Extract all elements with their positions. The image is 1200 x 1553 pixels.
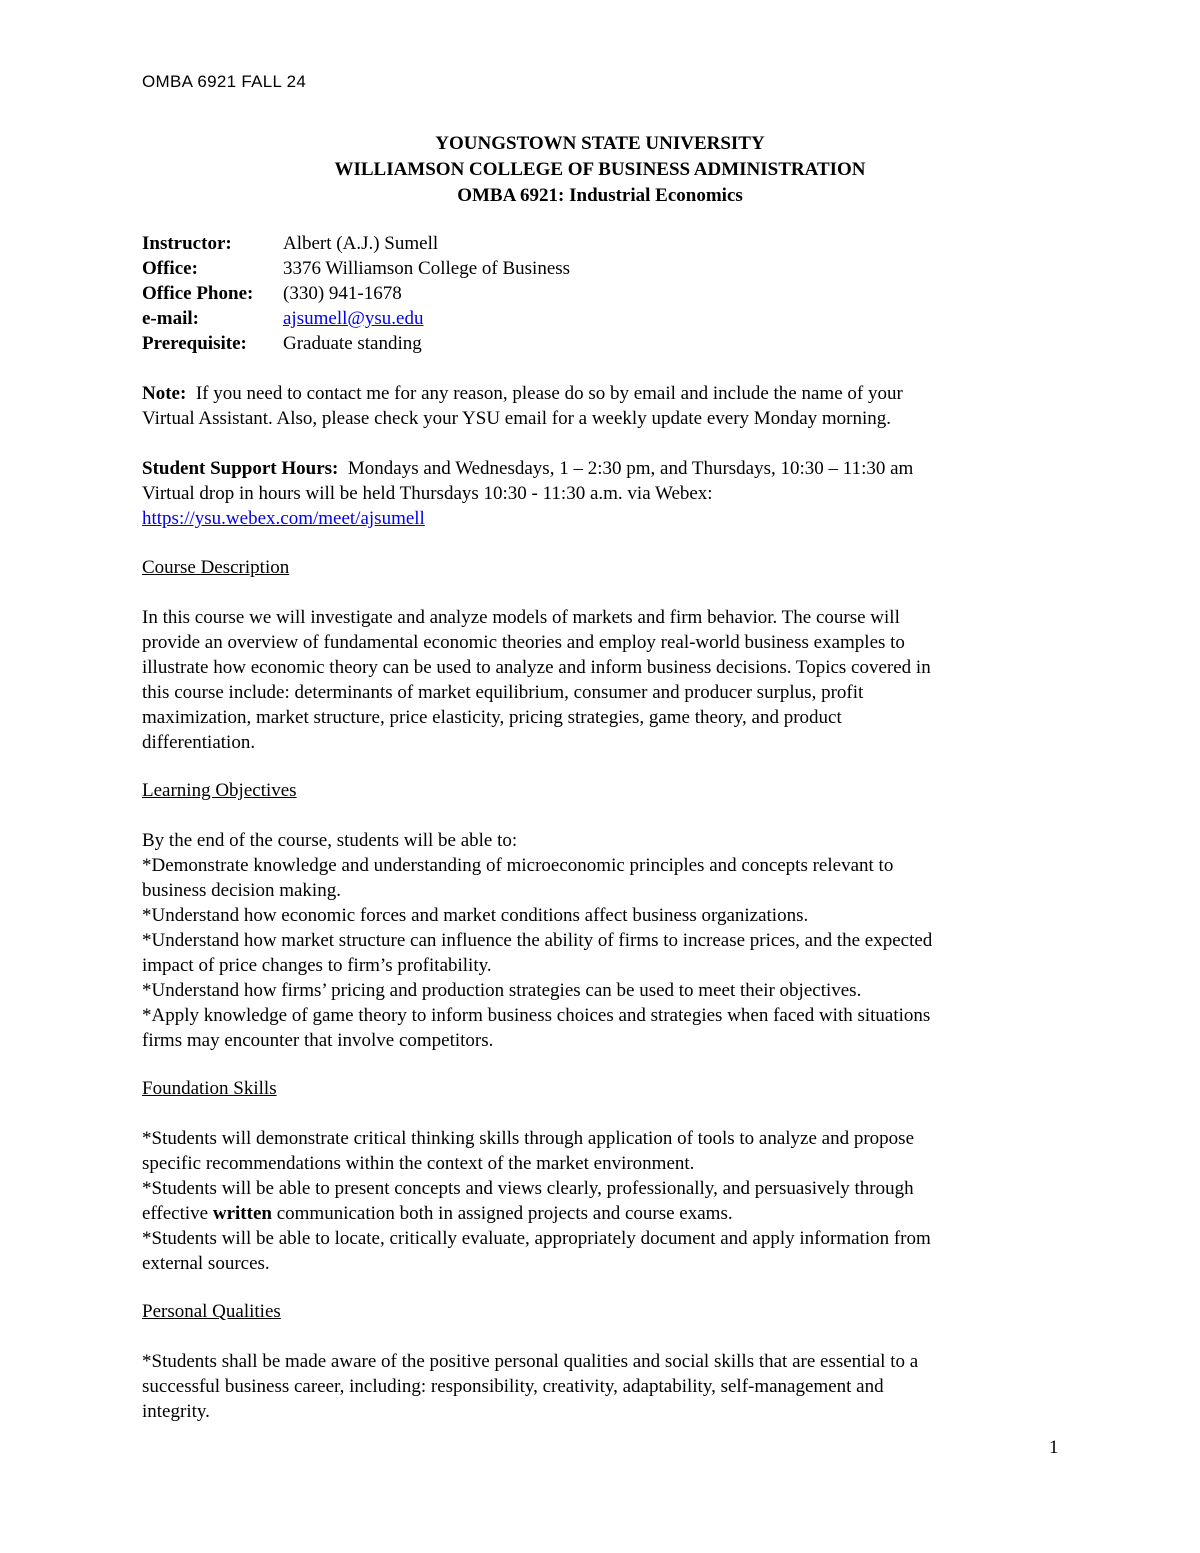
support-line-1 <box>142 456 1052 481</box>
learning-objective-line: business decision making. <box>142 880 341 901</box>
support-line-2: Virtual drop in hours will be held Thursdays 10:30 - 11:30 a.m. via Webex: <box>142 483 713 504</box>
webex-link[interactable]: https://ysu.webex.com/meet/ajsumell <box>142 508 425 529</box>
foundation-skill-line: specific recommendations within the context of the market environment. <box>142 1153 695 1174</box>
note-line-2: Virtual Assistant. Also, please check your YSU email for a weekly update every Monday morning. <box>142 408 892 429</box>
course-description-line: In this course we will investigate and analyze models of markets and firm behavior. The course will <box>142 607 900 628</box>
learning-objectives-heading: Learning Objectives <box>142 780 297 801</box>
prerequisite-label: Prerequisite: <box>142 333 247 354</box>
personal-quality-line: integrity. <box>142 1401 210 1422</box>
office-label: Office: <box>142 258 198 279</box>
personal-qualities-heading: Personal Qualities <box>142 1301 281 1322</box>
email-label: e-mail: <box>142 308 199 329</box>
learning-objective-line: firms may encounter that involve competitors. <box>142 1030 494 1051</box>
foundation-skill-text: communication both in assigned projects and course exams. <box>271 1203 733 1224</box>
email-value-wrap <box>283 306 423 331</box>
page-number: 1 <box>1049 1437 1059 1458</box>
course-description-body <box>142 605 1052 755</box>
info-row-prerequisite <box>142 331 570 356</box>
support-text-1: Mondays and Wednesdays, 1 – 2:30 pm, and Thursdays, 10:30 – 11:30 am <box>338 458 914 479</box>
foundation-skill-line: *Students will be able to locate, critically evaluate, appropriately document and apply information from <box>142 1228 931 1249</box>
info-row-instructor <box>142 231 570 256</box>
course-description-line: differentiation. <box>142 732 256 753</box>
note-line-1 <box>142 381 1052 406</box>
phone-value: (330) 941-1678 <box>283 283 402 304</box>
note-paragraph <box>142 381 1052 431</box>
learning-objective-line: *Apply knowledge of game theory to inform business choices and strategies when faced with situations <box>142 1005 931 1026</box>
instructor-label: Instructor: <box>142 233 232 254</box>
course-title: OMBA 6921: Industrial Economics <box>457 185 743 206</box>
instructor-info <box>142 231 570 356</box>
college-name: WILLIAMSON COLLEGE OF BUSINESS ADMINISTRATION <box>334 159 866 180</box>
info-row-phone <box>142 281 570 306</box>
written-emphasis: written <box>212 1203 272 1224</box>
learning-objectives-body <box>142 828 1052 1053</box>
learning-objective-line: *Understand how economic forces and market conditions affect business organizations. <box>142 905 809 926</box>
course-description-line: provide an overview of fundamental economic theories and employ real-world business examples to <box>142 632 905 653</box>
office-value: 3376 Williamson College of Business <box>283 258 571 279</box>
foundation-skill-line: *Students will be able to present concepts and views clearly, professionally, and persuasively through <box>142 1178 914 1199</box>
email-link[interactable]: ajsumell@ysu.edu <box>283 308 424 329</box>
learning-objective-line: *Demonstrate knowledge and understanding of microeconomic principles and concepts relevant to <box>142 855 894 876</box>
foundation-skill-text: effective <box>142 1203 213 1224</box>
course-description-heading: Course Description <box>142 557 290 578</box>
foundation-skill-line: *Students will demonstrate critical thinking skills through application of tools to analyze and propose <box>142 1128 914 1149</box>
support-line-3 <box>142 506 1052 531</box>
foundation-skill-line <box>142 1201 1052 1226</box>
course-description-line: this course include: determinants of market equilibrium, consumer and producer surplus, profit <box>142 682 864 703</box>
personal-qualities-body <box>142 1349 1052 1424</box>
personal-quality-line: *Students shall be made aware of the positive personal qualities and social skills that are essential to a <box>142 1351 919 1372</box>
note-label: Note: <box>142 383 187 404</box>
support-hours-paragraph <box>142 456 1052 531</box>
learning-objective-line: impact of price changes to firm’s profitability. <box>142 955 492 976</box>
title-block <box>0 131 1200 209</box>
note-text-1: If you need to contact me for any reason, please do so by email and include the name of your <box>186 383 903 404</box>
info-row-email <box>142 306 570 331</box>
info-row-office <box>142 256 570 281</box>
foundation-skill-line: external sources. <box>142 1253 270 1274</box>
learning-objective-line: *Understand how firms’ pricing and production strategies can be used to meet their objectives. <box>142 980 862 1001</box>
learning-objective-line: *Understand how market structure can influence the ability of firms to increase prices, and the expected <box>142 930 933 951</box>
foundation-skills-heading: Foundation Skills <box>142 1078 277 1099</box>
running-header: OMBA 6921 FALL 24 <box>142 72 307 91</box>
learning-objective-line: By the end of the course, students will be able to: <box>142 830 518 851</box>
course-description-line: illustrate how economic theory can be used to analyze and inform business decisions. Topics covered in <box>142 657 931 678</box>
prerequisite-value: Graduate standing <box>283 333 422 354</box>
phone-label: Office Phone: <box>142 283 254 304</box>
university-name: YOUNGSTOWN STATE UNIVERSITY <box>435 133 765 154</box>
support-label: Student Support Hours: <box>142 458 339 479</box>
course-description-line: maximization, market structure, price elasticity, pricing strategies, game theory, and product <box>142 707 842 728</box>
personal-quality-line: successful business career, including: responsibility, creativity, adaptability, self-management and <box>142 1376 884 1397</box>
foundation-skills-body <box>142 1126 1052 1276</box>
instructor-value: Albert (A.J.) Sumell <box>283 233 439 254</box>
